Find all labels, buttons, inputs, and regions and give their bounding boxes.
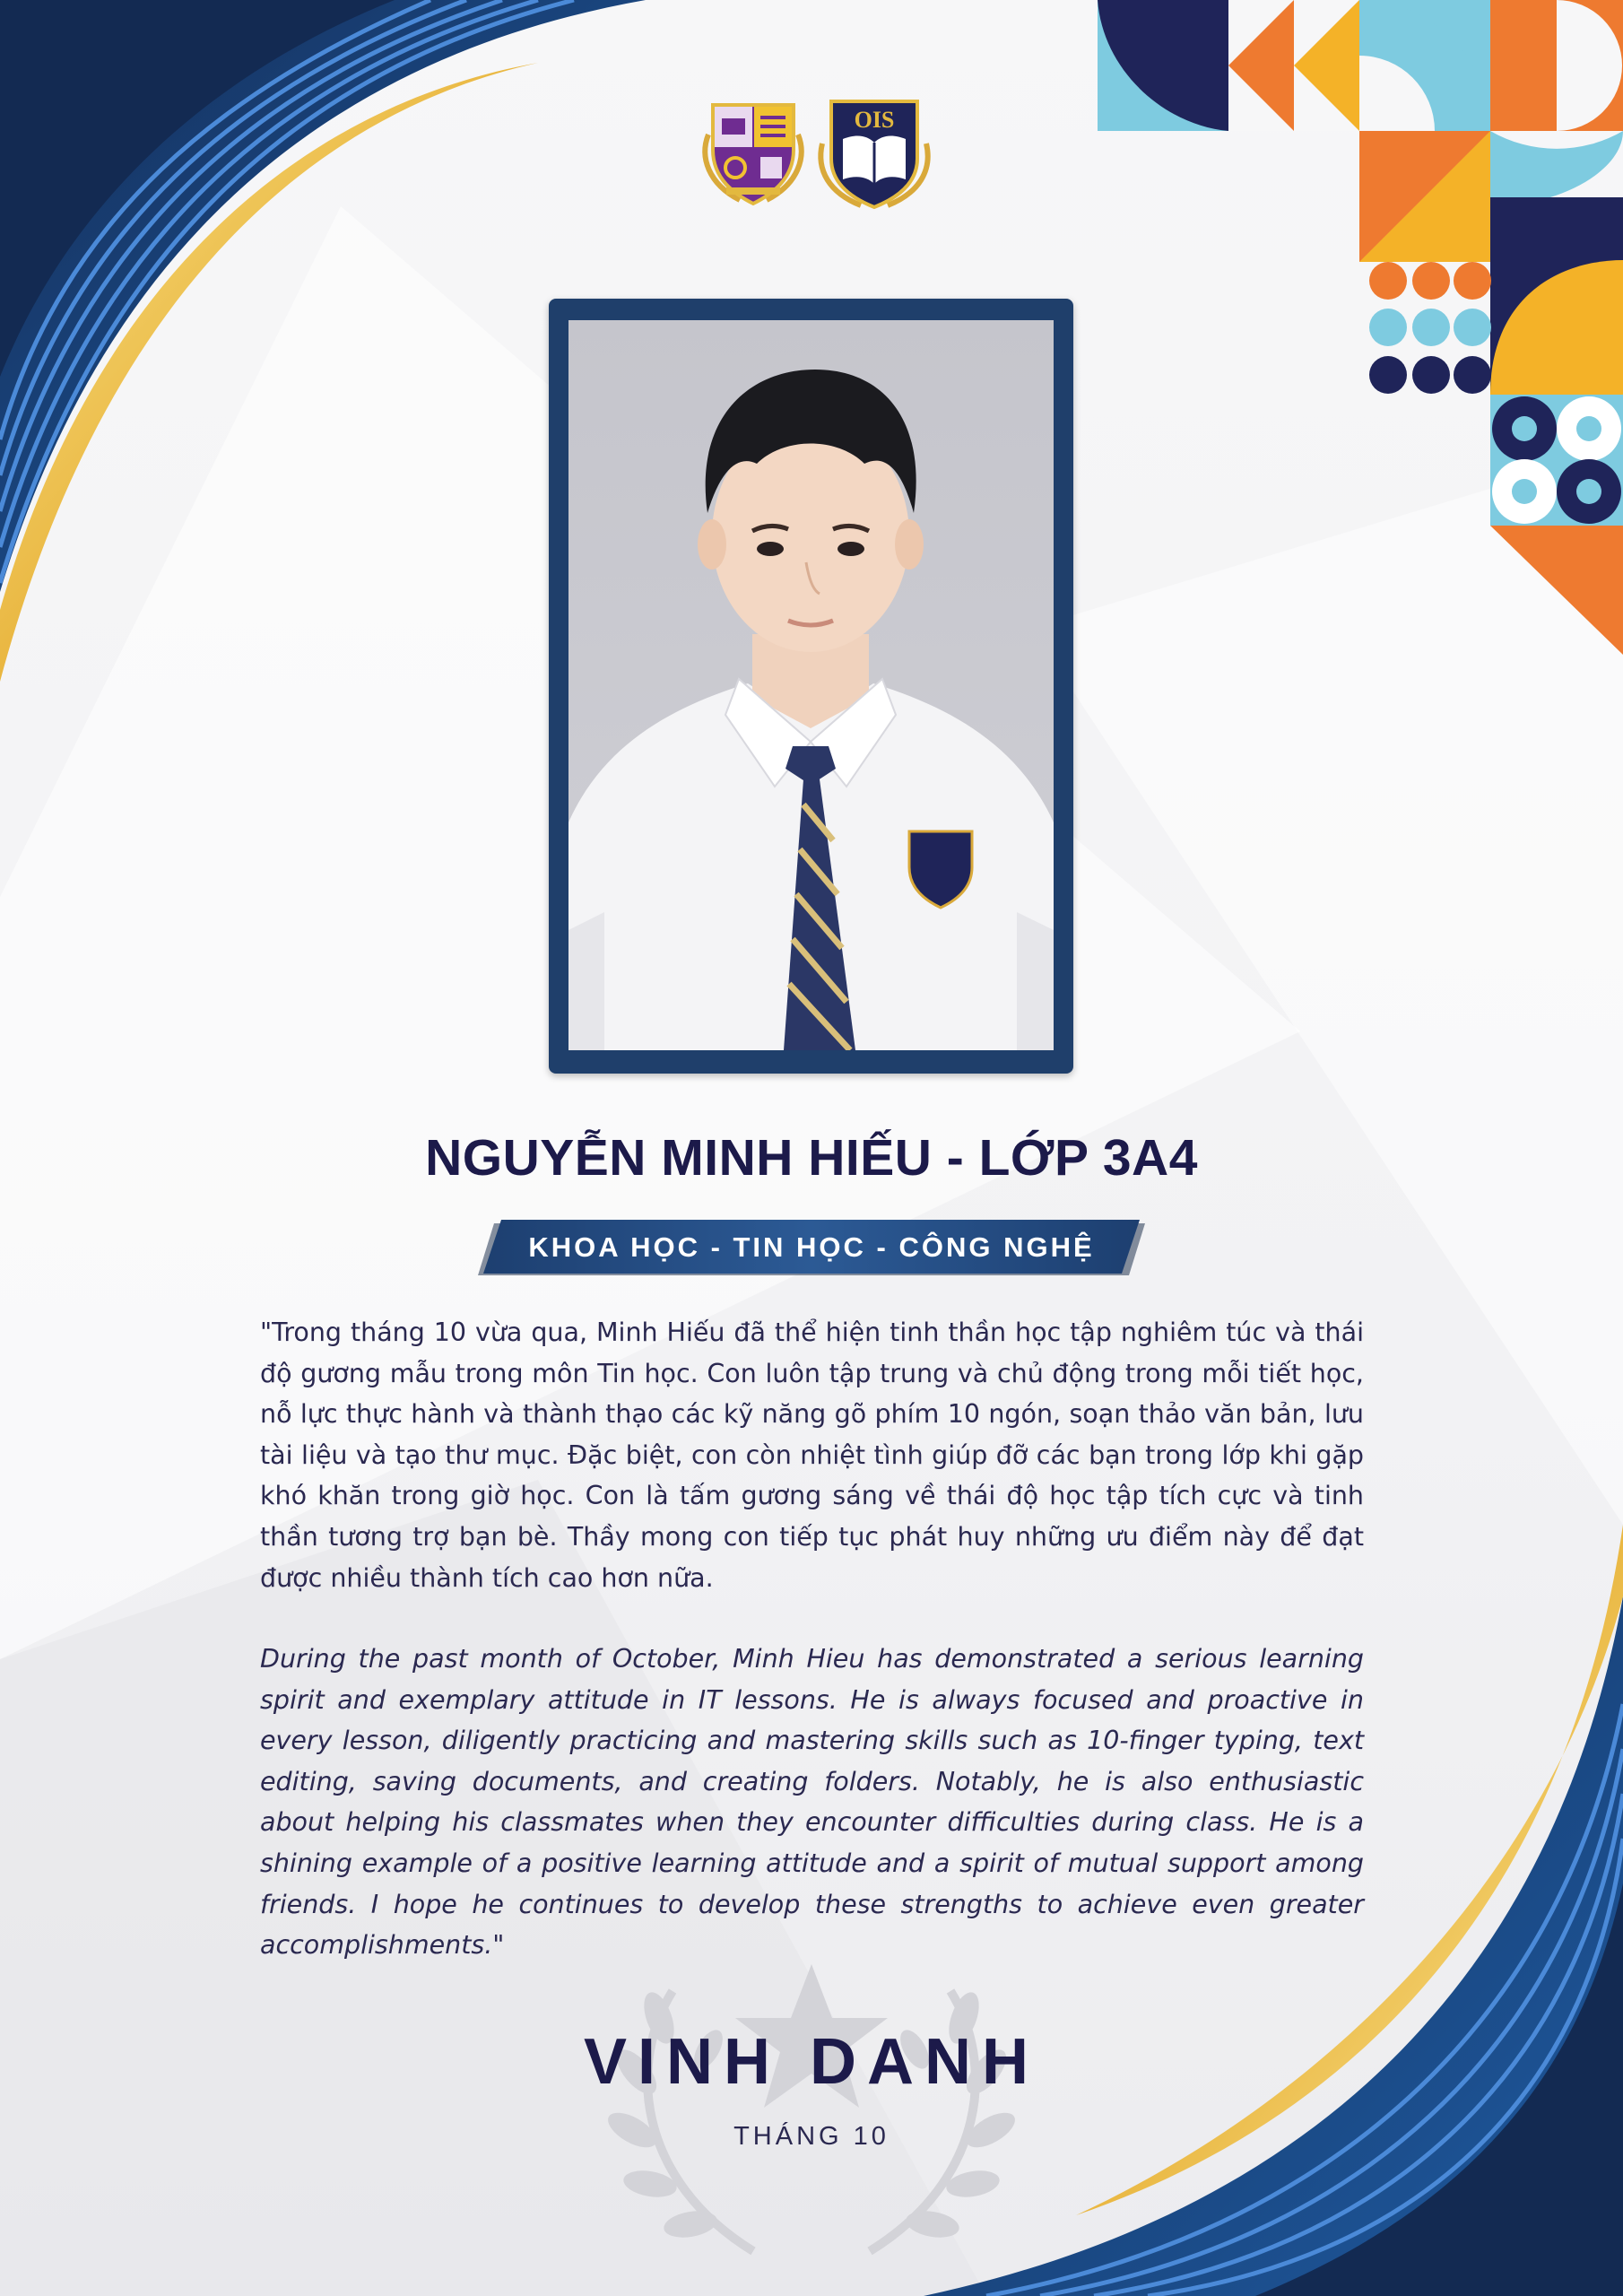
laurel-star-icon (574, 1955, 1049, 2287)
subject-label: KHOA HỌC - TIN HỌC - CÔNG NGHỆ (528, 1231, 1095, 1263)
school-logos (690, 94, 933, 211)
honor-month: THÁNG 10 (733, 2122, 890, 2151)
ois-crest-icon (812, 94, 937, 211)
student-photo (568, 320, 1054, 1050)
quote-english: During the past month of October, Minh Hieu has demonstrated a serious learning spirit and exemplary attitude in IT lessons. He is always focused and proactive in every lesson, diligently practicing and mastering skills such as 10-finger typing, text editing, saving documents, and creating folders. Notably, he is also enthusiastic about helping his classmates when they encounter difficulties during class. He is a shining example of a positive learning attitude and a spirit of mutual support among friends. I hope he continues to develop these strengths to achieve even greater accomplishments." (260, 1644, 1364, 1961)
honor-title: VINH DANH (583, 2026, 1039, 2098)
student-name: NGUYỄN MINH HIẾU - LỚP 3A4 (425, 1129, 1198, 1187)
photo-frame (549, 299, 1073, 1074)
ois-crest-text: OIS (854, 107, 895, 133)
student-portrait-icon (568, 320, 1054, 1050)
quote-vietnamese: "Trong tháng 10 vừa qua, Minh Hiếu đã thể hiện tinh thần học tập nghiêm túc và thái độ gương mẫu trong môn Tin học. Con luôn tập trung và chủ động trong mỗi tiết học, nỗ lực thực hành và thành thạo các kỹ năng gõ phím 10 ngón, soạn thảo văn bản, lưu tài liệu và tạo thư mục. Đặc biệt, con còn nhiệt tình giúp đỡ các bạn trong lớp khi gặp khó khăn trong giờ học. Con là tấm gương sáng về thái độ học tập tích cực và tinh thần tương trợ bạn bè. Thầy mong con tiếp tục phát huy những ưu điểm này để đạt được nhiều thành tích cao hơn nữa. (260, 1318, 1364, 1593)
